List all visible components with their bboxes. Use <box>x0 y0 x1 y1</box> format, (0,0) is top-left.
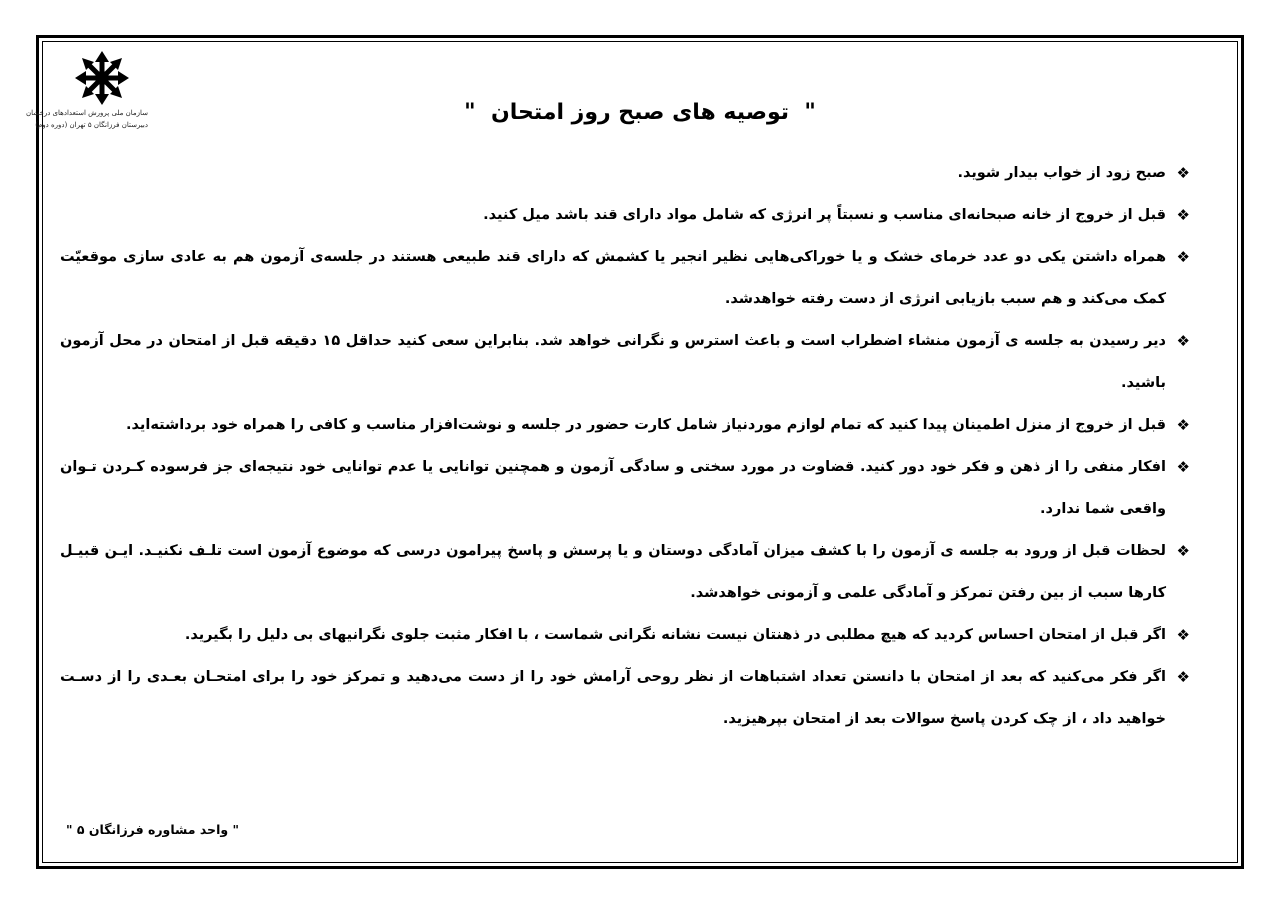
diamond-bullet-icon: ❖ <box>1176 542 1190 560</box>
diamond-bullet-icon: ❖ <box>1176 668 1190 686</box>
diamond-bullet-icon: ❖ <box>1176 206 1190 224</box>
tip-text: قبل از خروج از منزل اطمینان پیدا کنید که تمام لوازم موردنیاز شامل کارت حضور در جلسه و نوشت‌افزار مناسب و کافی را همراه خود برداشته‌اید. <box>126 417 1166 433</box>
tip-item <box>60 530 1190 614</box>
tip-text: دیر رسیدن به جلسه ی آزمون منشاء اضطراب است و باعث استرس و نگرانی خواهد شد. بنابراین سعی کنید حداقل ۱۵ دقیقه قبل از امتحان در محل آزمون باشید. <box>60 333 1166 391</box>
logo-caption-line-2: دبیرستان فرزانگان ۵ تهران (دوره دوم) <box>35 121 148 129</box>
diamond-bullet-icon: ❖ <box>1176 626 1190 644</box>
tip-item <box>60 320 1190 404</box>
tips-list <box>60 152 1190 740</box>
diamond-bullet-icon: ❖ <box>1176 164 1190 182</box>
tip-text: قبل از خروج از خانه صبحانه‌ای مناسب و نسبتاً پر انرژی که شامل مواد دارای قند باشد میل کنید. <box>483 207 1166 223</box>
school-logo <box>25 50 148 150</box>
radiating-arrows-emblem-icon <box>74 50 130 106</box>
tip-text: اگر فکر می‌کنید که بعد از امتحان با دانستن تعداد اشتباهات از نظر روحی آرامش خود را از دست می‌دهید و تمرکز خود را برای امتحـان بعـدی را از دسـت خواهید داد ، از چک کردن پاسخ سوالات بعد از امتحان بپرهیزید. <box>60 669 1166 727</box>
tip-item <box>60 656 1190 740</box>
tip-text: افکار منفی را از ذهن و فکر خود دور کنید. قضاوت در مورد سختی و سادگی آزمون و همچنین توانایی یا عدم توانایی خود نتیجه‌ای جز فرسوده کـردن تـوان واقعی شما ندارد. <box>60 459 1166 517</box>
tip-item <box>60 446 1190 530</box>
tip-item <box>60 614 1190 656</box>
tip-text: همراه داشتن یکی دو عدد خرمای خشک و یا خوراکی‌هایی نظیر انجیر یا کشمش که دارای قند طبیعی هستند در جلسه‌ی آزمون هم به عادی سازی موقعیّت کمک می‌کند و هم سبب بازیابی انرژی از دست رفته خواهدشد. <box>60 249 1166 307</box>
tip-item <box>60 236 1190 320</box>
page-title: " توصیه های صبح روز امتحان " <box>464 100 816 125</box>
tip-item <box>60 152 1190 194</box>
diamond-bullet-icon: ❖ <box>1176 248 1190 266</box>
tip-text: لحظات قبل از ورود به جلسه ی آزمون را با کشف میزان آمادگی دوستان و یا پرسش و پاسخ پیرامون درسی که موضوع آزمون است تلـف نکنیـد. ایـن قبیـل کارها سبب از بین رفتن تمرکز و آمادگی علمی و آزمونی خواهدشد. <box>60 543 1166 601</box>
tip-item <box>60 194 1190 236</box>
tip-text: صبح زود از خواب بیدار شوید. <box>957 165 1166 181</box>
diamond-bullet-icon: ❖ <box>1176 416 1190 434</box>
diamond-bullet-icon: ❖ <box>1176 458 1190 476</box>
footer-signature: " واحد مشاوره فرزانگان ۵ " <box>66 822 239 837</box>
logo-caption-line-1: سازمان ملی پرورش استعدادهای درخشان <box>25 109 148 117</box>
diamond-bullet-icon: ❖ <box>1176 332 1190 350</box>
tip-text: اگر قبل از امتحان احساس کردید که هیچ مطلبی در ذهنتان نیست نشانه نگرانی شماست ، با افکار مثبت جلوی نگرانیهای بی دلیل را بگیرید. <box>184 627 1166 643</box>
tip-item <box>60 404 1190 446</box>
